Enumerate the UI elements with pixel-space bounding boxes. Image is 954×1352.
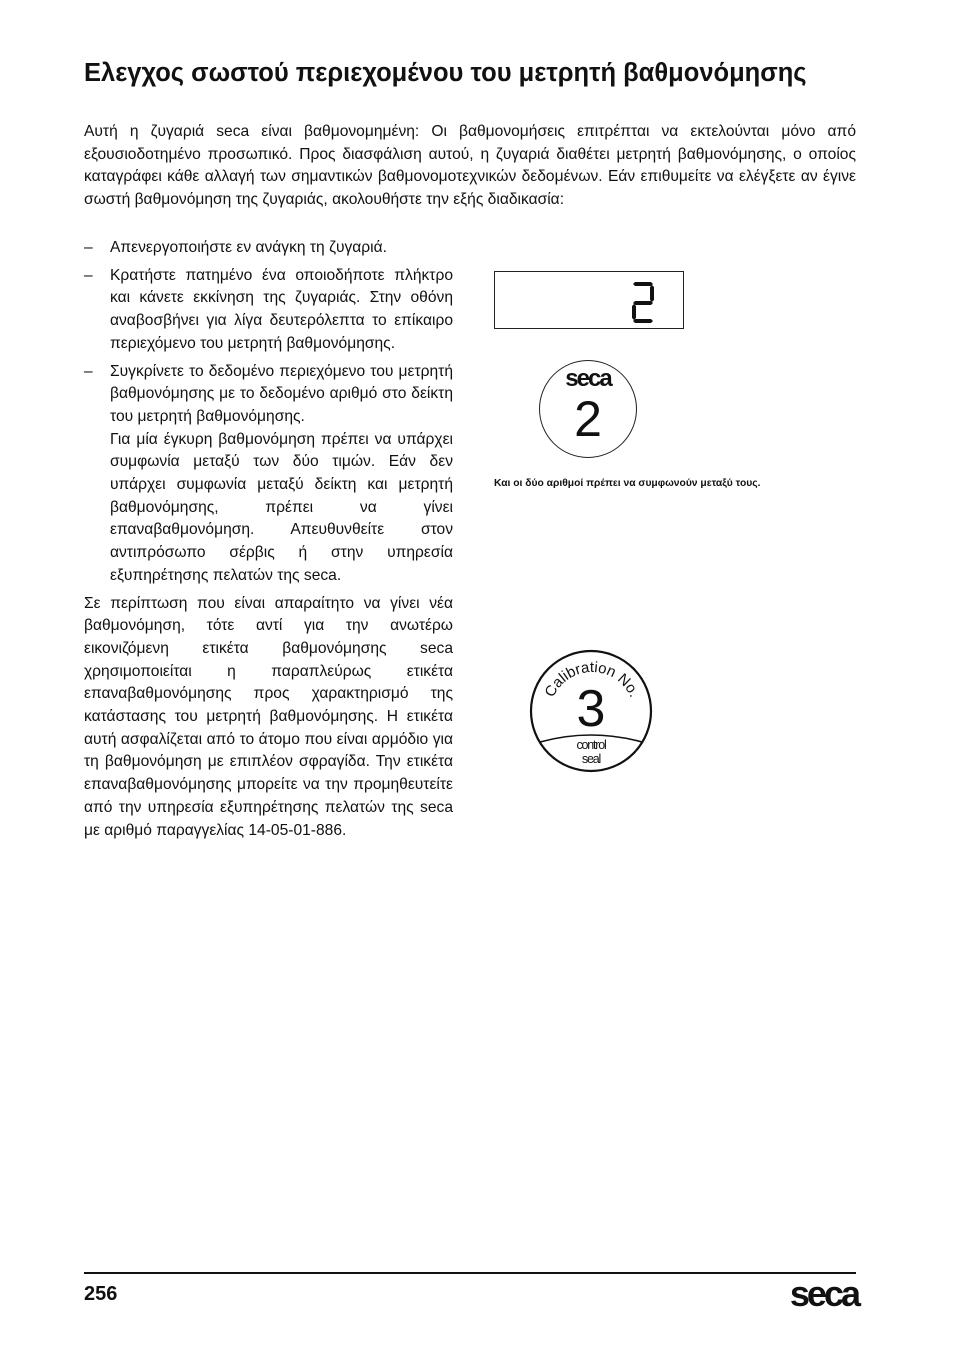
list-dash: – — [84, 239, 93, 256]
list-dash: – — [84, 362, 93, 380]
instructions-column — [84, 237, 453, 842]
calibration-number: 3 — [576, 680, 606, 738]
seal-line-1: control — [576, 738, 606, 752]
recalibration-paragraph: Σε περίπτωση που είναι απαραίτητο να γίνει νέα βαθμονόμηση, τότε αντί για την ανωτέρω εικονιζόμενη ετικέτα βαθμονόμησης seca χρησιμοποιείται η παραπλεύρως ετικέτα επαναβαθμονόμησης προς χαρακτηρισμό της κατάστασης του μετρητή βαθμονόμησης. Η ετικέτα αυτή ασφαλίζεται από το άτομο που είναι αρμόδιο για τη βαθμονόμηση με επιπλέον σφραγίδα. Την ετικέτα επαναβαθμονόμησης μπορείτε να την προμηθευτείτε από την υπηρεσία εξυπηρέτησης πελατών της seca με αριθμό παραγγελίας 14-05-01-886. — [84, 594, 453, 839]
step-text: Συγκρίνετε το δεδομένο περιεχόμενο του μετρητή βαθμονόμησης με το δεδομένο αριθμό στο δείκτη του μετρητή βαθμονόμησης. — [110, 362, 453, 425]
list-item — [84, 237, 453, 260]
calibration-counter-display — [494, 271, 684, 329]
footer-divider — [84, 1272, 856, 1274]
display-value: 2 — [643, 312, 644, 313]
seal-line-2: seal — [581, 752, 601, 766]
step-text: Κρατήστε πατημένο ένα οποιοδήποτε πλήκτρο και κάνετε εκκίνηση της ζυγαριάς. Στην οθόνη αναβοσβήνει για λίγα δευτερόλεπτα το επίκαιρο περιεχόμενο του μετρητή βαθμονόμησης. — [110, 266, 453, 352]
list-item — [84, 265, 453, 356]
page-number: 256 — [84, 1283, 118, 1305]
seven-segment-digit — [495, 272, 683, 328]
seal-number: 2 — [574, 391, 602, 447]
arc-label: Calibration No. — [541, 658, 643, 700]
list-dash: – — [84, 266, 93, 284]
seca-calibration-seal — [539, 360, 637, 458]
step-text: Απενεργοποιήστε εν ανάγκη τη ζυγαριά. — [110, 239, 387, 256]
list-item — [84, 361, 453, 588]
step-note: Για μία έγκυρη βαθμονόμηση πρέπει να υπάρχει συμφωνία μεταξύ των δύο τιμών. Εάν δεν υπάρχει συμφωνία μεταξύ δείκτη και μετρητή βαθμονόμησης, πρέπει να γίνει επαναβαθμονόμηση. Απευθυνθείτε στον αντιπρόσωπο σέρβις ή στην υπηρεσία εξυπηρέτησης πελατών της seca. — [110, 430, 453, 584]
seal-brand: seca — [565, 365, 611, 392]
page-title: Ελεγχος σωστού περιεχομένου του μετρητή βαθμονόμησης — [84, 59, 807, 87]
intro-paragraph: Αυτή η ζυγαριά seca είναι βαθμονομημένη: Οι βαθμονομήσεις επιτρέπται να εκτελούνται μόνο από εξουσιοδοτημένο προσωπικό. Προς διασφάλιση αυτού, η ζυγαριά διαθέτει μετρητή βαθμονόμησης, ο οποίος καταγράφει κάθε αλλαγή των σημαντικών βαθμονομοτεχνικών δεδομένων. Εάν επιθυμείτε να ελέγξετε αν έγινε σωστή βαθμονόμηση της ζυγαριάς, ακολουθήστε την εξής διαδικασία: — [84, 123, 856, 209]
recalibration-label — [528, 648, 654, 774]
seca-logo: seca — [789, 1273, 858, 1314]
figure-caption: Και οι δύο αριθμοί πρέπει να συμφωνούν μεταξύ τους. — [494, 478, 761, 489]
